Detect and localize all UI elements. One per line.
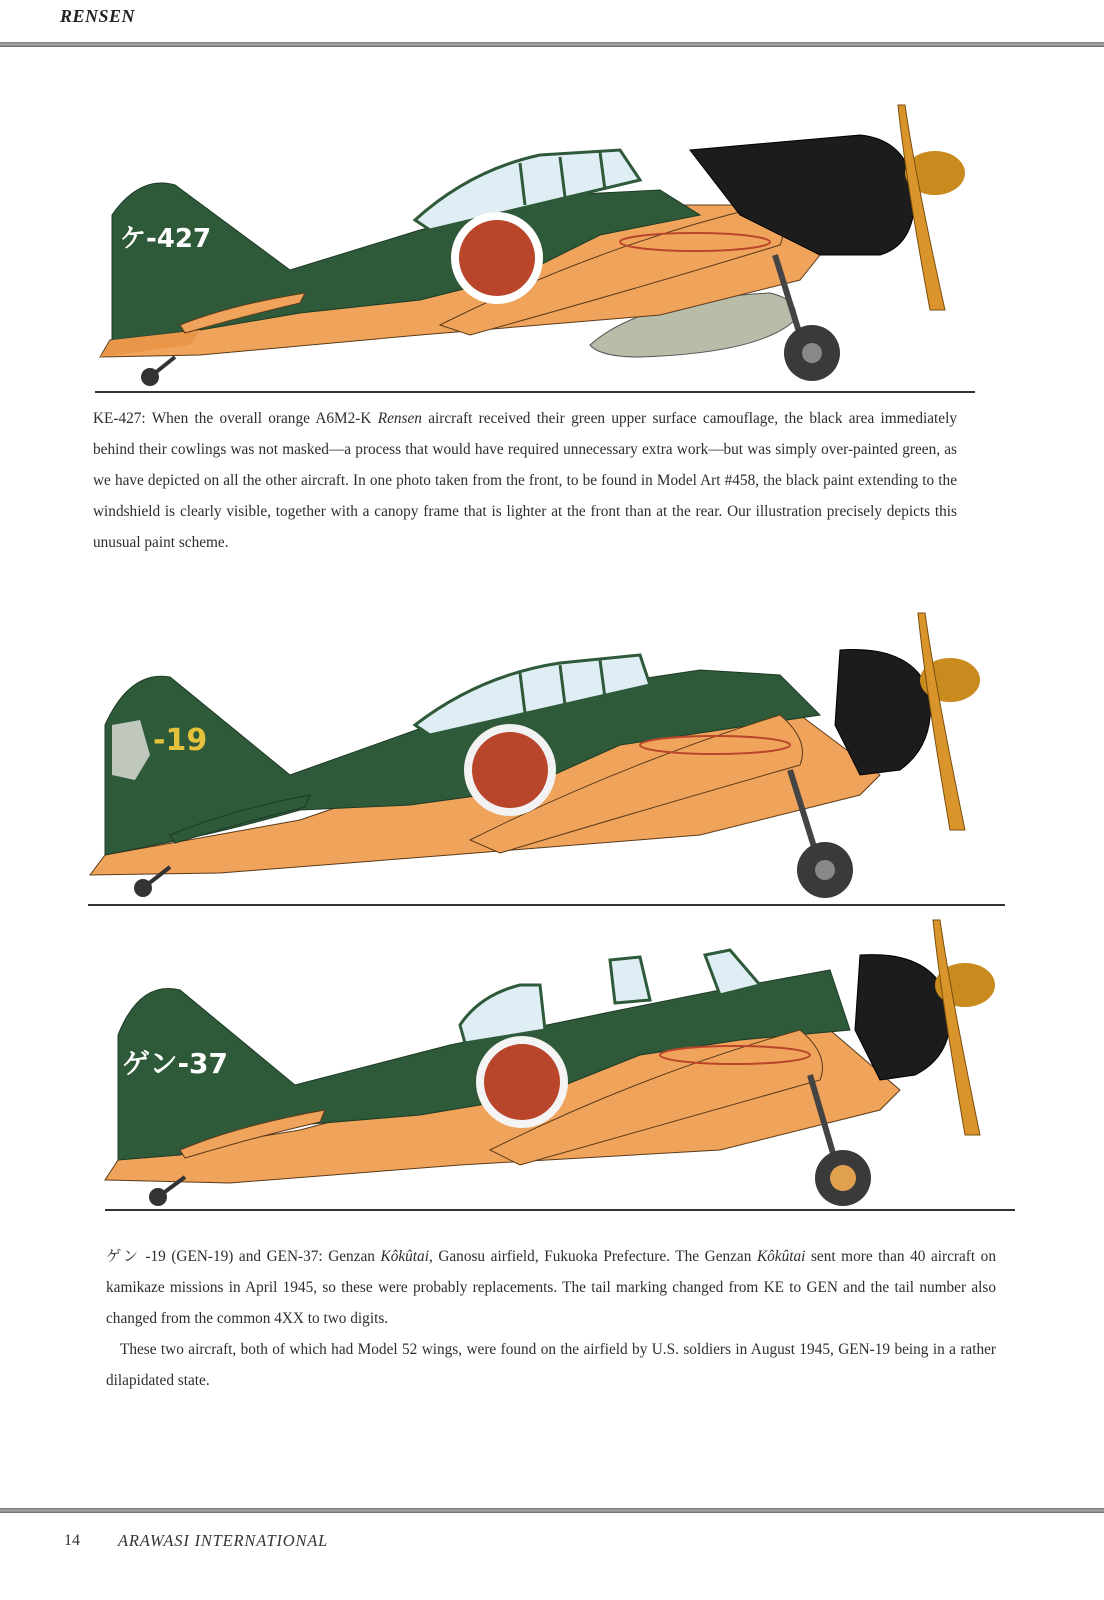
caption-gen-p1-italic2: Kôkûtai: [756, 1248, 806, 1265]
aircraft-profile-gen-19: [0, 605, 1104, 910]
caption-gen-p1-italic1: Kôkûtai: [380, 1248, 429, 1265]
header-rule: [0, 42, 1104, 47]
publication-title: ARAWASI INTERNATIONAL: [118, 1531, 329, 1550]
caption-gen-p2: These two aircraft, both of which had Model 52 wings, were found on the airfield by U.S. soldiers in August 1945, GEN-19 being in a rather dilapidated state.: [106, 1341, 996, 1389]
caption-gen-p1-a: ゲン -19 (GEN-19) and GEN-37: Genzan: [106, 1248, 381, 1265]
tail-marking-ke-427: ケ-427: [120, 224, 212, 254]
caption-ke-427-lead: KE-427: When the overall orange A6M2-K: [93, 410, 378, 427]
caption-gen-p1-b: , Ganosu airfield, Fukuoka Prefecture. The Genzan: [428, 1248, 757, 1265]
tail-marking-gen-37: ゲン-37: [122, 1047, 229, 1080]
caption-ke-427: [93, 403, 957, 558]
caption-ke-427-rest: aircraft received their green upper surface camouflage, the black area immediately behind their cowlings was not masked—a process that would have required unnecessary extra work—but was simply over-painted green, as we have depicted on all the other aircraft. In one photo taken from the front, to be found in Model Art #458, the black paint extending to the windshield is clearly visible, together with a canopy frame that is lighter at the front than at the rear. Our illustration precisely depicts this unusual paint scheme.: [93, 410, 957, 551]
caption-ke-427-italic: Rensen: [377, 410, 422, 427]
aircraft-profile-ke-427: [0, 95, 1104, 400]
caption-gen-p1-c: sent more than 40 aircraft on kamikaze missions in April 1945, so these were probably replacements. The tail marking changed from KE to GEN and the tail number also changed from the common 4XX to two digits.: [106, 1248, 996, 1327]
tail-marking-gen-19: -19: [153, 723, 208, 758]
footer-rule: [0, 1508, 1104, 1513]
page-number: 14: [64, 1532, 80, 1549]
aircraft-profile-gen-37: [0, 915, 1104, 1220]
running-header: RENSEN: [60, 6, 136, 26]
caption-gen: [106, 1241, 996, 1396]
